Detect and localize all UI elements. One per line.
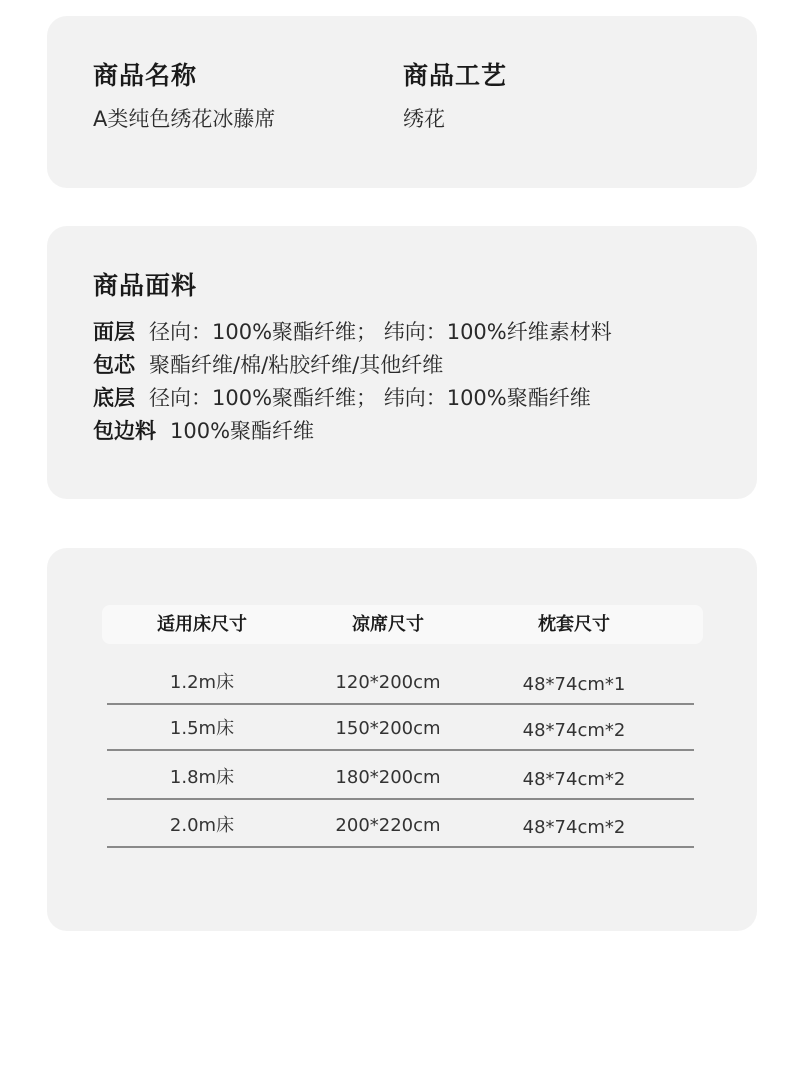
cell-bed-size: 2.0m床	[169, 815, 235, 836]
product-info-card	[47, 16, 757, 188]
table-row	[107, 754, 694, 800]
cell-pillowcase-size: 48*74cm*2	[522, 769, 626, 790]
header-bed-size: 适用床尺寸	[157, 614, 247, 635]
material-card	[47, 226, 757, 499]
product-craft-heading: 商品工艺	[403, 61, 508, 90]
table-row	[107, 802, 694, 848]
product-craft-value: 绣花	[403, 107, 445, 131]
material-row-bottom	[93, 382, 612, 415]
size-table-card	[47, 548, 757, 931]
product-name-heading: 商品名称	[93, 61, 198, 90]
material-list	[93, 316, 612, 448]
cell-mat-size: 120*200cm	[335, 672, 441, 693]
table-row	[107, 661, 694, 705]
cell-bed-size: 1.5m床	[169, 718, 235, 739]
material-heading: 商品面料	[93, 271, 198, 300]
material-text: 聚酯纤维/棉/粘胶纤维/其他纤维	[149, 353, 444, 377]
cell-mat-size: 150*200cm	[335, 718, 441, 739]
cell-bed-size: 1.2m床	[169, 672, 235, 693]
material-row-edging	[93, 415, 612, 448]
product-name-value: A类纯色绣花冰藤席	[93, 107, 276, 131]
cell-pillowcase-size: 48*74cm*2	[522, 817, 626, 838]
size-table-header	[102, 605, 703, 644]
header-mat-size: 凉席尺寸	[352, 614, 424, 635]
cell-mat-size: 200*220cm	[335, 815, 441, 836]
product-name-section	[93, 60, 275, 133]
material-row-surface	[93, 316, 612, 349]
table-row	[107, 707, 694, 751]
product-craft-section	[403, 60, 507, 133]
material-label: 底层	[93, 386, 135, 410]
cell-mat-size: 180*200cm	[335, 767, 441, 788]
cell-pillowcase-size: 48*74cm*2	[522, 720, 626, 741]
material-row-core	[93, 349, 612, 382]
material-text: 径向：100%聚酯纤维； 纬向：100%纤维素材料	[149, 320, 612, 344]
material-label: 面层	[93, 320, 135, 344]
header-pillowcase-size: 枕套尺寸	[538, 614, 610, 635]
material-text: 径向：100%聚酯纤维； 纬向：100%聚酯纤维	[149, 386, 591, 410]
material-label: 包芯	[93, 353, 135, 377]
material-label: 包边料	[93, 419, 156, 443]
material-text: 100%聚酯纤维	[170, 419, 315, 443]
cell-pillowcase-size: 48*74cm*1	[522, 674, 626, 695]
cell-bed-size: 1.8m床	[169, 767, 235, 788]
